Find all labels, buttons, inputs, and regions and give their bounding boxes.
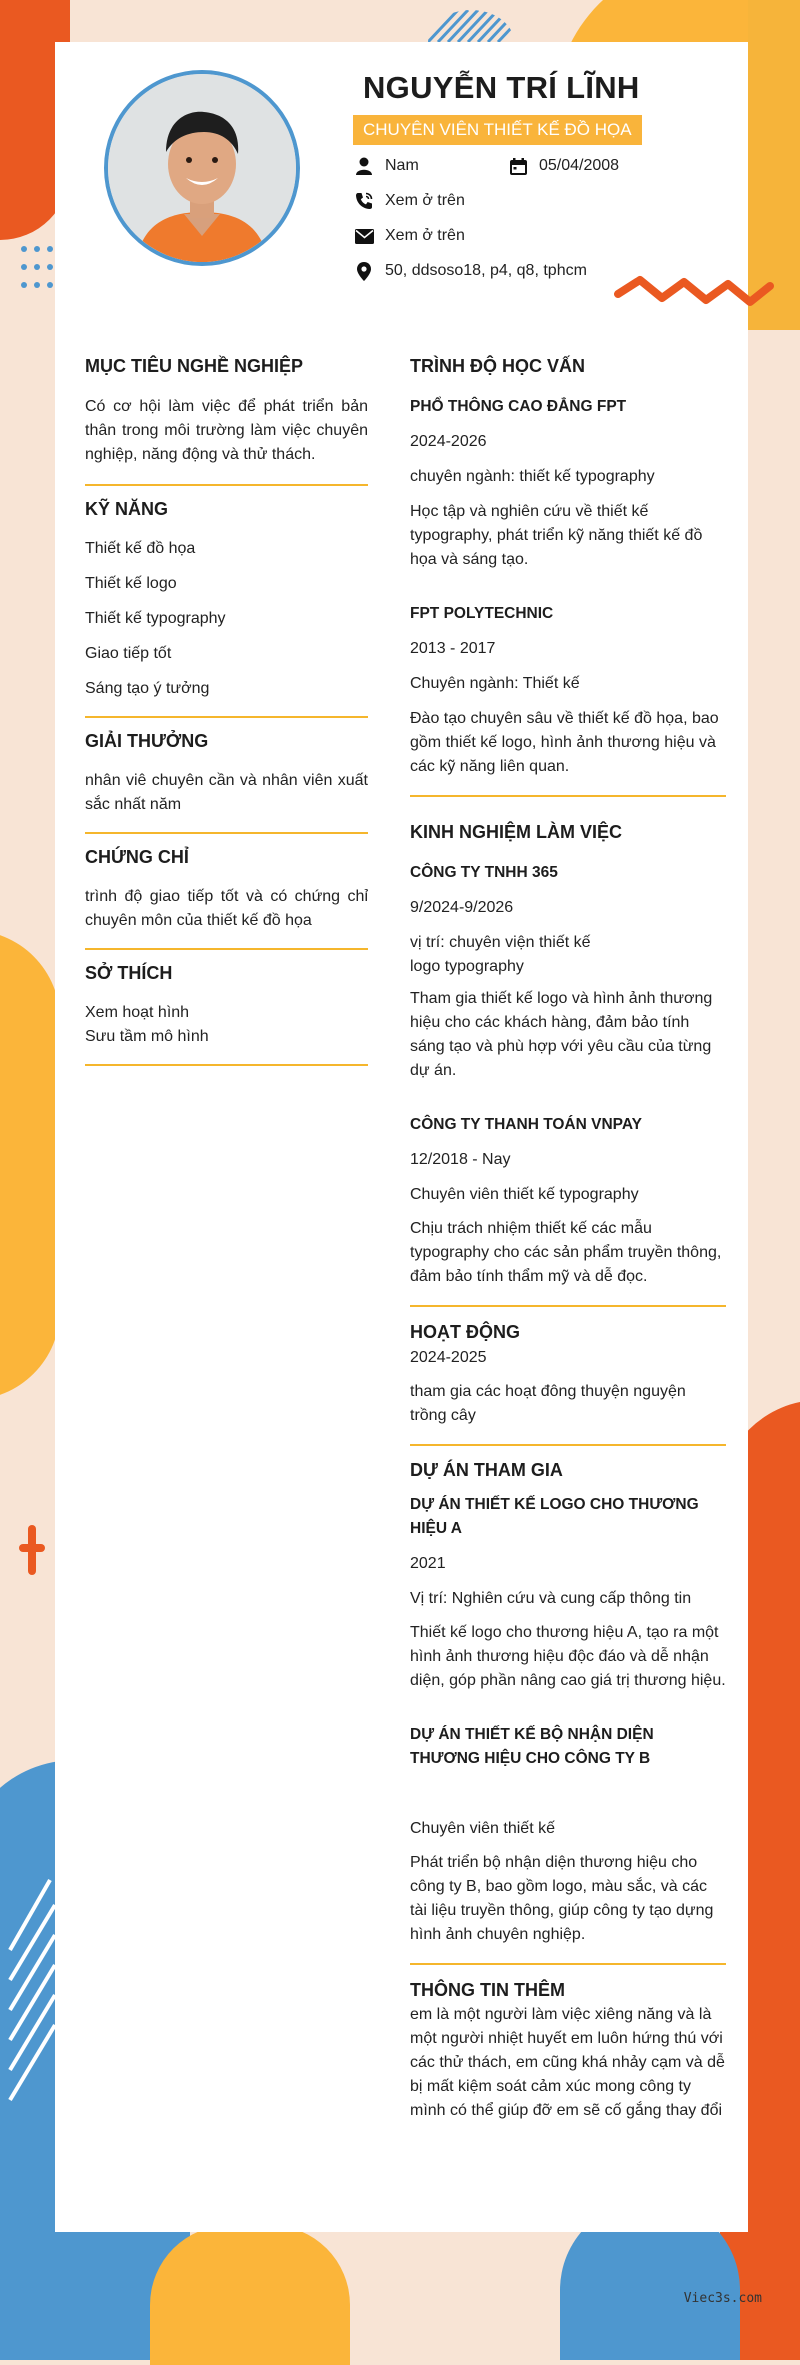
skills-list [85,537,368,701]
project-description: Phát triển bộ nhận diện thương hiệu cho công ty B, bao gồm logo, màu sắc, và các tài liệu truyền thông, giúp công ty tạo dựng hình ảnh chuyên nghiệp. [410,1854,714,1943]
skill-item: Sáng tạo ý tưởng [85,680,210,697]
section-title: TRÌNH ĐỘ HỌC VẤN [410,356,585,376]
yellow-blob-left-middle [0,930,60,1400]
skill-item: Thiết kế đồ họa [85,540,196,557]
phone-icon [353,191,375,211]
section-title: KỸ NĂNG [85,499,169,519]
school-name: FPT POLYTECHNIC [410,605,554,622]
zigzag-decoration [614,272,774,312]
awards-section [85,730,368,834]
birthdate-row [507,156,619,176]
section-divider [410,1444,726,1446]
section-divider [85,832,368,834]
phone-value: Xem ở trên [385,192,465,209]
section-title: KINH NGHIỆM LÀM VIỆC [410,822,623,842]
skill-item: Thiết kế typography [85,610,226,627]
yellow-blob-bottom [150,2225,350,2365]
location-icon [353,261,375,281]
company-name: CÔNG TY TNHH 365 [410,864,558,881]
objective-section [85,355,368,486]
project-description: Thiết kế logo cho thương hiệu A, tạo ra một hình ảnh thương hiệu độc đáo và dễ nhận diện, góp phần nâng cao giá trị thương hiệu. [410,1624,726,1689]
plus-decoration [17,1525,47,1575]
hobby-item: Xem hoạt hình [85,1004,190,1021]
more-info-text: em là một người làm việc xiêng năng và là một người nhiệt huyết em luôn hứng thú với các thử thách, em cũng khá nhảy cạm và dễ bị mất kiệm soát cảm xúc mong công ty mình có thể giúp đỡ em sẽ cố gắng thay đổi [410,2006,725,2119]
project-item [410,1493,726,1693]
job-period: 12/2018 - Nay [410,1151,511,1168]
company-name: CÔNG TY THANH TOÁN VNPAY [410,1116,642,1133]
section-title: SỞ THÍCH [85,963,173,983]
job-title-badge: CHUYÊN VIÊN THIẾT KẾ ĐỒ HỌA [353,115,642,145]
right-column [410,355,726,2123]
hobby-item: Sưu tầm mô hình [85,1028,209,1045]
project-item [410,1723,726,1947]
job-role: logo typography [410,958,524,975]
section-divider [410,1963,726,1965]
section-title: MỤC TIÊU NGHỀ NGHIỆP [85,356,304,376]
avatar [104,70,300,266]
school-description: Học tập và nghiên cứu về thiết kế typography, phát triển kỹ năng thiết kế đồ họa và sáng tạo. [410,503,703,568]
person-icon [353,156,375,176]
section-title: HOẠT ĐỘNG [410,1322,520,1342]
email-row [353,226,465,246]
section-divider [85,948,368,950]
phone-row [353,191,465,211]
school-period: 2013 - 2017 [410,640,496,657]
certificates-text: trình độ giao tiếp tốt và có chứng chỉ chuyên môn của thiết kế đồ họa [85,888,368,929]
activity-text: tham gia các hoạt đông thuyện nguyện trồng cây [410,1383,686,1424]
section-divider [85,716,368,718]
avatar-portrait [108,74,296,262]
school-description: Đào tạo chuyên sâu về thiết kế đồ họa, bao gồm thiết kế logo, hình ảnh thương hiệu và các kỹ năng liên quan. [410,710,719,775]
project-role: Chuyên viên thiết kế [410,1820,555,1837]
school-period: 2024-2026 [410,433,487,450]
project-name: DỰ ÁN THIẾT KẾ LOGO CHO THƯƠNG HIỆU A [410,1496,699,1537]
school-major: chuyên ngành: thiết kế typography [410,468,655,485]
school-name: PHỔ THÔNG CAO ĐẲNG FPT [410,398,627,415]
job-role: vị trí: chuyên viện thiết kế [410,934,591,951]
education-section [410,355,726,797]
gender-value: Nam [385,157,419,174]
skill-item: Thiết kế logo [85,575,177,592]
gender-row [353,156,419,176]
hobbies-section [85,962,368,1066]
project-year [410,1782,726,1806]
job-role: Chuyên viên thiết kế typography [410,1186,639,1203]
skill-item: Giao tiếp tốt [85,645,172,662]
projects-section [410,1459,726,1965]
activity-period: 2024-2025 [410,1349,487,1366]
email-value: Xem ở trên [385,227,465,244]
job-description: Chịu trách nhiệm thiết kế các mẫu typography cho các sản phẩm truyền thông, đảm bảo tính thẩm mỹ và dễ đọc. [410,1220,722,1285]
education-item [410,395,726,572]
stripes-decoration [0,1860,60,2120]
address-row [353,261,587,281]
project-year: 2021 [410,1555,446,1572]
address-value: 50, ddsoso18, p4, q8, tphcm [385,262,587,279]
section-divider [85,484,368,486]
watermark: Viec3s.com [683,2291,762,2306]
experience-section [410,821,726,1307]
activities-section [410,1321,726,1446]
job-description: Tham gia thiết kế logo và hình ảnh thương hiệu cho các khách hàng, đảm bảo tính sáng tạo và phù hợp với yêu cầu của từng dự án. [410,990,713,1079]
semicircle-stripes-decoration [428,10,514,42]
section-title: CHỨNG CHỈ [85,847,189,867]
school-major: Chuyên ngành: Thiết kế [410,675,580,692]
certificates-section [85,846,368,950]
section-divider [85,1064,368,1066]
objective-text: Có cơ hội làm việc để phát triển bản thân trong môi trường làm việc chuyên nghiệp, năng động và thử thách. [85,398,368,463]
experience-item [410,1113,726,1289]
mail-icon [353,226,375,246]
job-period: 9/2024-9/2026 [410,899,514,916]
section-title: THÔNG TIN THÊM [410,1980,565,2000]
left-column [85,355,368,1066]
section-title: DỰ ÁN THAM GIA [410,1460,563,1480]
more-info-section [410,1979,726,2123]
section-title: GIẢI THƯỞNG [85,731,209,751]
project-role: Vị trí: Nghiên cứu và cung cấp thông tin [410,1590,692,1607]
awards-text: nhân viê chuyên cần và nhân viên xuất sắc nhất năm [85,772,368,813]
education-item [410,602,726,779]
birthdate-value: 05/04/2008 [539,157,620,174]
experience-item [410,861,726,1083]
calendar-icon [507,156,529,176]
candidate-name: NGUYỄN TRÍ LĨNH [363,70,640,105]
section-divider [410,1305,726,1307]
section-divider [410,795,726,797]
project-name: DỰ ÁN THIẾT KẾ BỘ NHẬN DIỆN THƯƠNG HIỆU CHO CÔNG TY B [410,1726,654,1767]
skills-section [85,498,368,718]
